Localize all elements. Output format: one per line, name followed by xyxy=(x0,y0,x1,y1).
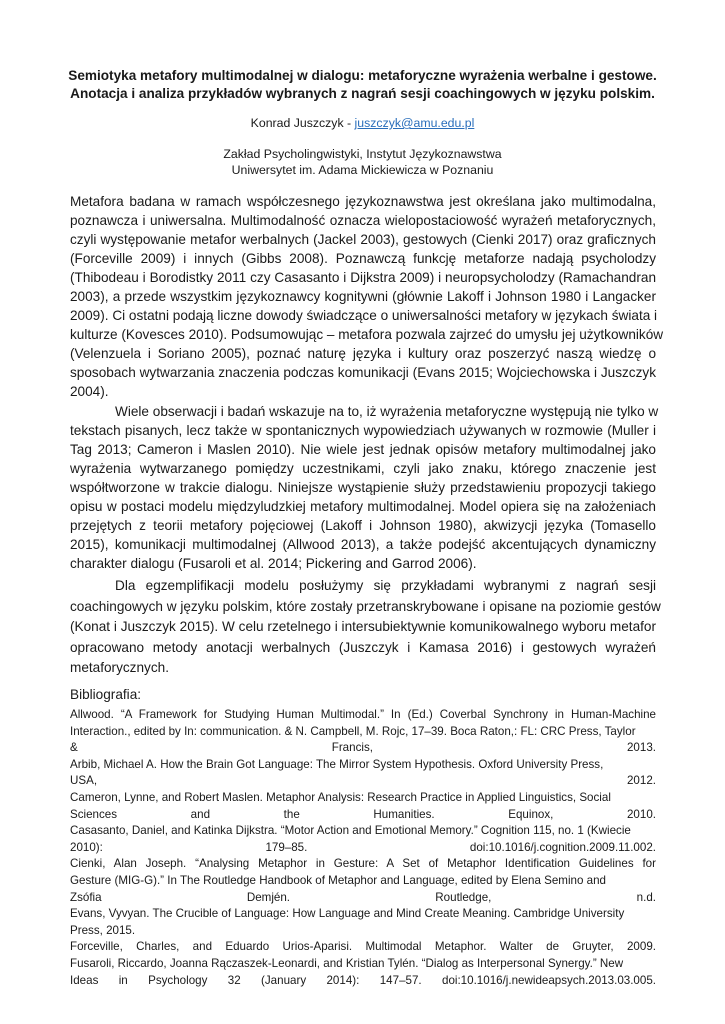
paragraph-line: charakter dialogu (Fusaroli et al. 2014; Pickering and Garrod 2006). xyxy=(70,556,477,571)
bibliography-line: Ideas in Psychology 32 (January 2014): 147–57. doi:10.1016/j.newideapsych.2013.03.005. xyxy=(70,973,656,987)
author-name: Konrad Juszczyk - xyxy=(250,116,355,130)
paragraph-line: sposobach wytwarzania znaczenia podczas komunikacji (Evans 2015; Wojciechowska i Juszczyk xyxy=(70,365,656,380)
bibliography-line: Forceville, Charles, and Eduardo Urios-Aparisi. Multimodal Metaphor. Walter de Gruyter, 2009. xyxy=(70,940,656,954)
paragraph-line: kulturze (Kovesces 2010). Podsumowując – metafora pozwala zajrzeć do umysłu jej użytkowników xyxy=(70,327,664,342)
bibliography-line: Arbib, Michael A. How the Brain Got Language: The Mirror System Hypothesis. Oxford University Press, xyxy=(70,757,604,771)
bibliography-line: USA, 2012. xyxy=(70,774,656,788)
paragraph-line: Dla egzemplifikacji modelu posłużymy się przykładami wybranymi z nagrań sesji xyxy=(115,578,656,593)
bibliography-list xyxy=(70,707,656,989)
paragraph-line: opracowano metody anotacji werbalnych (Juszczyk i Kamasa 2016) i gestowych wyrażeń xyxy=(70,639,656,655)
paragraph-line: coachingowych w języku polskim, które zostały przetranskrybowane i opisane na poziomie gestów xyxy=(70,598,661,614)
author-line xyxy=(0,116,725,130)
paragraph-line: współtworzone w trakcie dialogu. Niniejsze wystąpienie służy przedstawieniu propozycji takiego xyxy=(70,480,656,495)
paragraph-line: (Velenzuela i Soriano 2005), poznać naturę języka i kultury oraz poszerzyć naszą wiedzę o xyxy=(70,346,656,361)
paragraph-line: poznawcza i uniwersalna. Multimodalność oznacza wielopostaciowość wyrażeń metaforycznych, xyxy=(70,213,656,228)
document-title xyxy=(0,67,725,103)
affiliation-line: Uniwersytet im. Adama Mickiewicza w Poznaniu xyxy=(231,163,494,177)
paragraph-line: (Forceville 2009) i innych (Gibbs 2008). Poznawczą funkcję metaforze nadają psycholodzy xyxy=(70,251,656,266)
bibliography-line: Cienki, Alan Joseph. “Analysing Metaphor in Gesture: A Set of Metaphor Identification Guidelines for xyxy=(70,857,656,871)
title-line: Anotacja i analiza przykładów wybranych z nagrań sesji coachingowych w języku polskim. xyxy=(70,86,655,101)
bibliography-line: Interaction., edited by In: communication. & N. Campbell, M. Rojc, 17–39. Boca Raton,: FL: CRC Press, Taylor xyxy=(70,724,636,738)
paragraph-line: Tag 2013; Cameron i Maslen 2010). Nie wiele jest jednak opisów metafory multimodalnej jako xyxy=(70,442,656,457)
paragraph-line: wyrażenia wytwarzanego pomiędzy uczestnikami, czyli jako znaku, którego znaczenie jest xyxy=(70,461,656,476)
bibliography-line: Casasanto, Daniel, and Katinka Dijkstra. “Motor Action and Emotional Memory.” Cognition 115, no. 1 (Kwiecie xyxy=(70,824,631,838)
paragraph-line: (Thibodeau i Borodistky 2011 czy Casasanto i Dijkstra 2009) i neuropsycholodzy (Ramachandran xyxy=(70,270,656,285)
paragraph-line: 2009). Ci ostatni podają liczne dowody świadczące o uniwersalności metafory w językach świata i xyxy=(70,308,658,323)
paragraph-line: tekstach pisanych, lecz także w spontanicznych wypowiedziach używanych w rozmowie (Muller i xyxy=(70,423,656,438)
paragraph-line: (Konat i Juszczyk 2015). W celu rzetelnego i intersubiektywnie komunikowalnego wyboru metafor xyxy=(70,619,656,634)
bibliography-line: Cameron, Lynne, and Robert Maslen. Metaphor Analysis: Research Practice in Applied Linguistics, Social xyxy=(70,790,611,804)
bibliography-line: Press, 2015. xyxy=(70,923,136,937)
paragraph-line: opisu w postaci modelu międzyludzkiej metafory multimodalnej. Model opiera się na założeniach xyxy=(70,499,656,514)
paragraph-line: Metafora badana w ramach współczesnego językoznawstwa jest określana jako multimodalna, xyxy=(70,194,656,209)
bibliography-heading: Bibliografia: xyxy=(70,687,142,702)
bibliography-line: Allwood. “A Framework for Studying Human Multimodal.” In (Ed.) Coverbal Synchrony in Human-Machine xyxy=(70,708,656,721)
paragraph-line: metaforycznych. xyxy=(70,660,169,675)
bibliography-line: & Francis, 2013. xyxy=(70,741,656,755)
bibliography-line: Evans, Vyvyan. The Crucible of Language: How Language and Mind Create Meaning. Cambridge University xyxy=(70,907,625,921)
bibliography-line: Gesture (MIG-G).” In The Routledge Handbook of Metaphor and Language, edited by Elena Semino and xyxy=(70,873,607,887)
paragraph-3 xyxy=(70,576,661,679)
paragraph-line: 2004). xyxy=(70,384,109,399)
paragraph-line: 2003), a przede wszystkim językoznawcy kognitywni (głównie Lakoff i Johnson 1980 i Langacker xyxy=(70,289,656,304)
paragraph-1 xyxy=(70,192,664,401)
paragraph-2 xyxy=(70,402,659,573)
affiliation xyxy=(0,146,725,178)
author-email-link[interactable]: juszczyk@amu.edu.pl xyxy=(354,116,475,130)
bibliography-line: Sciences and the Humanities. Equinox, 2010. xyxy=(70,807,656,821)
paragraph-line: Wiele obserwacji i badań wskazuje na to, iż wyrażenia metaforyczne występują nie tylko w xyxy=(115,404,659,419)
paragraph-line: przejętych z teorii metafory pojęciowej (Lakoff i Johnson 1980), akwizycji języka (Tomasello xyxy=(70,518,656,533)
bibliography-line: 2010): 179–85. doi:10.1016/j.cognition.2009.11.002. xyxy=(70,840,656,854)
bibliography-line: Fusaroli, Riccardo, Joanna Rączaszek-Leonardi, and Kristian Tylén. “Dialog as Interpersonal Synergy.” New xyxy=(70,956,624,970)
affiliation-line: Zakład Psycholingwistyki, Instytut Językoznawstwa xyxy=(223,147,502,161)
bibliography-line: Zsófia Demjén. Routledge, n.d. xyxy=(70,890,656,904)
title-line: Semiotyka metafory multimodalnej w dialogu: metaforyczne wyrażenia werbalne i gestowe. xyxy=(68,68,657,83)
paragraph-line: czyli występowanie metafor werbalnych (Jackel 2003), gestowych (Cienki 2017) oraz graficznych xyxy=(70,232,656,247)
paragraph-line: 2015), komunikacji multimodalnej (Allwood 2013), a także podejść akcentujących dynamiczny xyxy=(70,537,656,552)
